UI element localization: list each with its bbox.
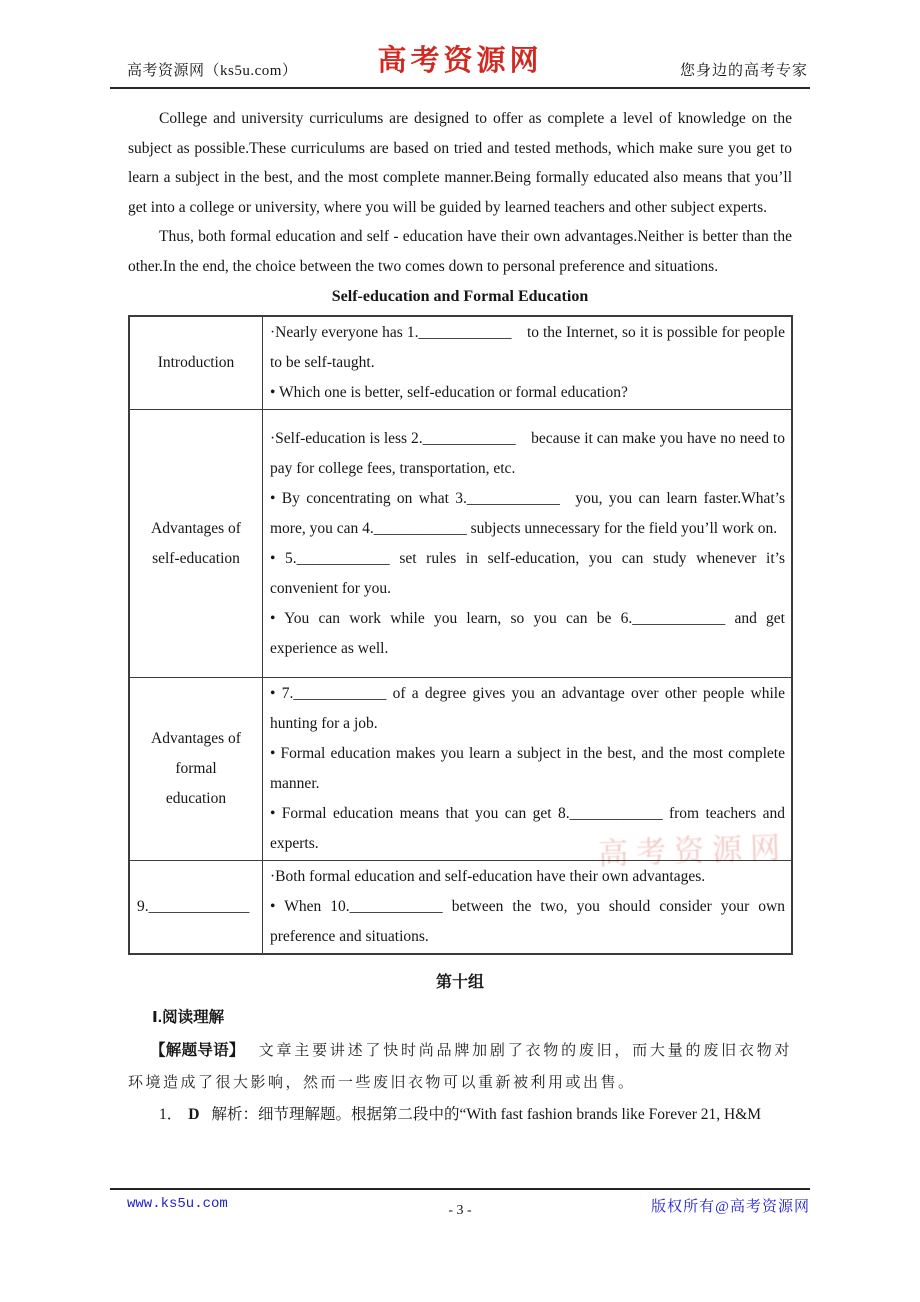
header-site-name: 高考资源网（ks5u.com）	[127, 63, 298, 79]
answer-number: 1．	[159, 1106, 183, 1123]
page-footer	[110, 1188, 810, 1234]
guide-paragraph	[128, 1035, 792, 1099]
table-title: Self-education and Formal Education	[331, 288, 589, 305]
row-content-self-education	[263, 410, 793, 678]
answer-analysis: 解析：细节理解题。根据第二段中的“With fast fashion brands like Forever 21, H&M	[211, 1106, 762, 1123]
ks5u-logo: 高考资源网	[377, 45, 543, 77]
paragraph-conclusion: Thus, both formal education and self - education have their own advantages.Neither is better than the other.In the end, the choice between the two comes down to personal preference and situations.	[128, 228, 792, 275]
table-item: • You can work while you learn, so you can be 6.____________ and get experience as well.	[270, 609, 785, 657]
label-line: Advantages of	[151, 519, 241, 537]
table-item: • 7.____________ of a degree gives you an advantage over other people while hunting for a job.	[270, 685, 785, 732]
label-line: 9._____________	[137, 898, 250, 915]
group-heading: 第十组	[435, 974, 484, 991]
table-item: • Which one is better, self-education or formal education?	[270, 384, 628, 401]
row-label-introduction	[129, 316, 263, 410]
guide-label: 【解题导语】	[150, 1042, 245, 1059]
answer-letter: D	[188, 1106, 200, 1123]
table-item: ·Both formal education and self-education have their own advantages.	[270, 868, 706, 885]
ks5u-watermark: 高考资源网	[597, 831, 789, 872]
row-content-conclusion	[263, 861, 793, 955]
guide-text: 文章主要讲述了快时尚品牌加剧了衣物的废旧，而大量的废旧衣物对环境造成了很大影响，然而一些废旧衣物可以重新被利用或出售。	[128, 1043, 792, 1091]
table-item: • When 10.____________ between the two, you should consider your own preference and situations.	[270, 898, 785, 945]
label-line: Introduction	[157, 354, 235, 371]
table-item: • Formal education makes you learn a subject in the best, and the most complete manner.	[270, 745, 785, 792]
row-content-introduction	[263, 316, 793, 410]
label-line: education	[165, 790, 227, 807]
row-content-formal-education	[263, 678, 793, 861]
table-row-self-education	[129, 410, 792, 678]
footer-url-link[interactable]: www.ks5u.com	[127, 1196, 228, 1212]
document-body	[128, 88, 792, 1130]
label-line: formal	[175, 760, 217, 777]
answer-item-1	[128, 1100, 792, 1130]
label-line: Advantages of	[151, 730, 241, 747]
page-header	[110, 0, 810, 89]
table-item: ·Nearly everyone has 1.____________ to the Internet, so it is possible for people to be self-taught.	[270, 324, 785, 371]
summary-table	[128, 315, 793, 955]
table-row-introduction	[129, 316, 792, 410]
row-label-blank-9	[129, 861, 263, 955]
footer-copyright-link[interactable]: 版权所有@高考资源网	[651, 1199, 810, 1215]
table-item: • 5.____________ set rules in self-education, you can study whenever it’s convenient for you.	[270, 549, 785, 597]
table-item: • By concentrating on what 3.____________ you, you can learn faster.What’s more, you can 4.____________ subjects unnecessary for the field you’ll work on.	[270, 489, 785, 537]
header-slogan: 您身边的高考专家	[679, 63, 808, 79]
page-number: - 3 -	[448, 1203, 472, 1218]
paragraph-formal-education: College and university curriculums are designed to offer as complete a level of knowledge on the subject as possible.These curriculums are based on tried and tested methods, which make sure you get to learn a subject in the best, and the most complete manner.Being formally educated also means that you’ll get into a college or university, where you will be guided by learned teachers and other subject experts.	[128, 110, 792, 216]
table-row-conclusion	[129, 861, 792, 955]
table-item: • Formal education means that you can get 8.____________ from teachers and experts.	[270, 805, 785, 852]
row-label-formal-education	[129, 678, 263, 861]
row-label-self-education	[129, 410, 263, 678]
table-row-formal-education	[129, 678, 792, 861]
table-item: ·Self-education is less 2.____________ because it can make you have no need to pay for college fees, transportation, etc.	[270, 429, 785, 477]
section-heading-reading: Ⅰ.阅读理解	[152, 1009, 225, 1026]
label-line: self-education	[152, 549, 240, 567]
